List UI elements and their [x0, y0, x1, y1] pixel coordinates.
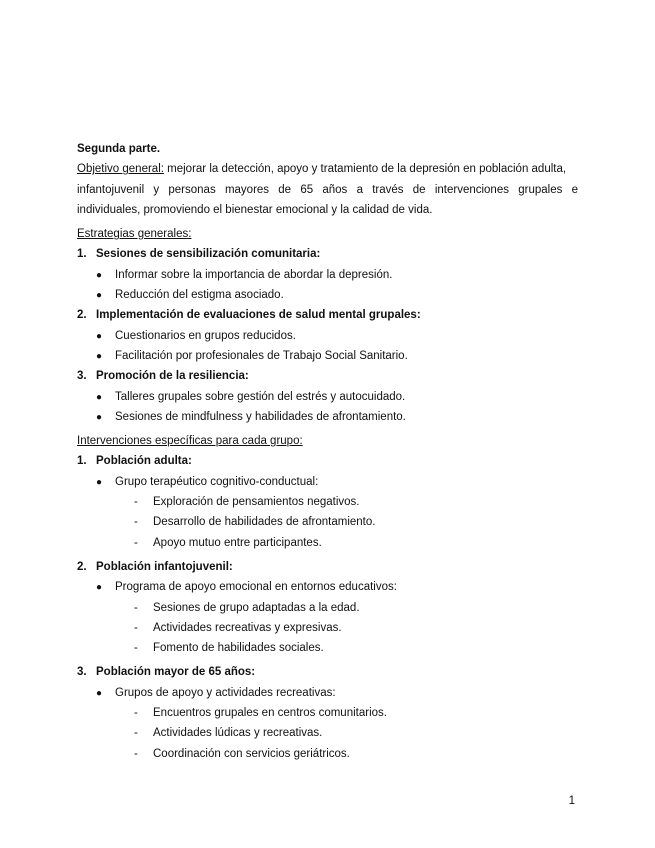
bullet-item	[77, 472, 578, 492]
dash-text: Coordinación con servicios geriátricos.	[153, 747, 350, 760]
page-number: 1	[568, 795, 575, 807]
dash-item	[77, 723, 578, 743]
section-heading: Segunda parte.	[77, 143, 161, 155]
dash-icon: -	[134, 621, 138, 634]
dash-text: Exploración de pensamientos negativos.	[153, 496, 360, 509]
strategy-title: Sesiones de sensibilización comunitaria:	[96, 248, 321, 261]
dash-icon: -	[134, 727, 138, 740]
group-number: 1.	[77, 455, 87, 468]
bullet-icon: ●	[96, 582, 103, 594]
group-title: Población mayor de 65 años:	[96, 666, 256, 679]
bullet-item	[77, 346, 578, 366]
dash-icon: -	[134, 496, 138, 509]
strategy-item	[77, 305, 578, 325]
group-number: 3.	[77, 666, 87, 679]
dash-icon: -	[134, 707, 138, 720]
dash-text: Fomento de habilidades sociales.	[153, 642, 324, 655]
dash-text: Desarrollo de habilidades de afrontamiento.	[153, 516, 376, 529]
interventions-label: Intervenciones específicas para cada grupo:	[77, 435, 303, 448]
objective-line-1	[77, 159, 578, 179]
objective-line-2: infantojuvenil y personas mayores de 65 años a través de intervenciones grupales e	[77, 183, 578, 196]
strategy-number: 2.	[77, 309, 87, 322]
bullet-text: Reducción del estigma asociado.	[115, 289, 284, 302]
dash-icon: -	[134, 601, 138, 614]
bullet-item	[77, 285, 578, 305]
dash-icon: -	[134, 642, 138, 655]
strategies-label: Estrategias generales:	[77, 228, 192, 241]
bullet-item	[77, 577, 578, 597]
bullet-text: Informar sobre la importancia de abordar la depresión.	[115, 268, 393, 281]
group-title: Población infantojuvenil:	[96, 560, 233, 573]
group-title: Población adulta:	[96, 455, 192, 468]
bullet-text: Cuestionarios en grupos reducidos.	[115, 329, 296, 342]
bullet-text: Grupo terapéutico cognitivo-conductual:	[115, 475, 319, 488]
bullet-text: Programa de apoyo emocional en entornos educativos:	[115, 581, 397, 594]
group-item	[77, 451, 578, 471]
dash-item	[77, 512, 578, 532]
objective-label: Objetivo general:	[77, 163, 164, 176]
dash-text: Actividades recreativas y expresivas.	[153, 621, 342, 634]
dash-item	[77, 703, 578, 723]
bullet-icon: ●	[96, 687, 103, 699]
bullet-text: Facilitación por profesionales de Trabajo Social Sanitario.	[115, 349, 408, 362]
bullet-item	[77, 387, 578, 407]
dash-item	[77, 744, 578, 764]
page-content	[77, 139, 578, 764]
bullet-icon: ●	[96, 476, 103, 488]
bullet-icon: ●	[96, 330, 103, 342]
bullet-item	[77, 326, 578, 346]
strategy-number: 1.	[77, 248, 87, 261]
group-item	[77, 662, 578, 682]
dash-text: Apoyo mutuo entre participantes.	[153, 536, 322, 549]
bullet-text: Talleres grupales sobre gestión del estrés y autocuidado.	[115, 390, 406, 403]
objective-text-1: mejorar la detección, apoyo y tratamiento de la depresión en población adulta,	[163, 163, 567, 176]
bullet-icon: ●	[96, 411, 103, 423]
strategy-title: Promoción de la resiliencia:	[96, 370, 249, 383]
bullet-icon: ●	[96, 290, 103, 302]
strategy-item	[77, 366, 578, 386]
bullet-text: Grupos de apoyo y actividades recreativas:	[115, 686, 336, 699]
objective-line-3: individuales, promoviendo el bienestar emocional y la calidad de vida.	[77, 203, 433, 216]
dash-item	[77, 598, 578, 618]
strategy-title: Implementación de evaluaciones de salud mental grupales:	[96, 309, 421, 322]
group-item	[77, 557, 578, 577]
bullet-item	[77, 683, 578, 703]
dash-text: Sesiones de grupo adaptadas a la edad.	[153, 601, 360, 614]
dash-item	[77, 618, 578, 638]
bullet-item	[77, 407, 578, 427]
bullet-icon: ●	[96, 391, 103, 403]
bullet-icon: ●	[96, 350, 103, 362]
dash-item	[77, 533, 578, 553]
bullet-icon: ●	[96, 269, 103, 281]
dash-item	[77, 638, 578, 658]
dash-icon: -	[134, 516, 138, 529]
strategy-item	[77, 244, 578, 264]
bullet-item	[77, 265, 578, 285]
dash-text: Encuentros grupales en centros comunitarios.	[153, 707, 387, 720]
dash-icon: -	[134, 536, 138, 549]
dash-text: Actividades lúdicas y recreativas.	[153, 727, 323, 740]
bullet-text: Sesiones de mindfulness y habilidades de afrontamiento.	[115, 410, 406, 423]
strategy-number: 3.	[77, 370, 87, 383]
group-number: 2.	[77, 560, 87, 573]
dash-icon: -	[134, 747, 138, 760]
dash-item	[77, 492, 578, 512]
